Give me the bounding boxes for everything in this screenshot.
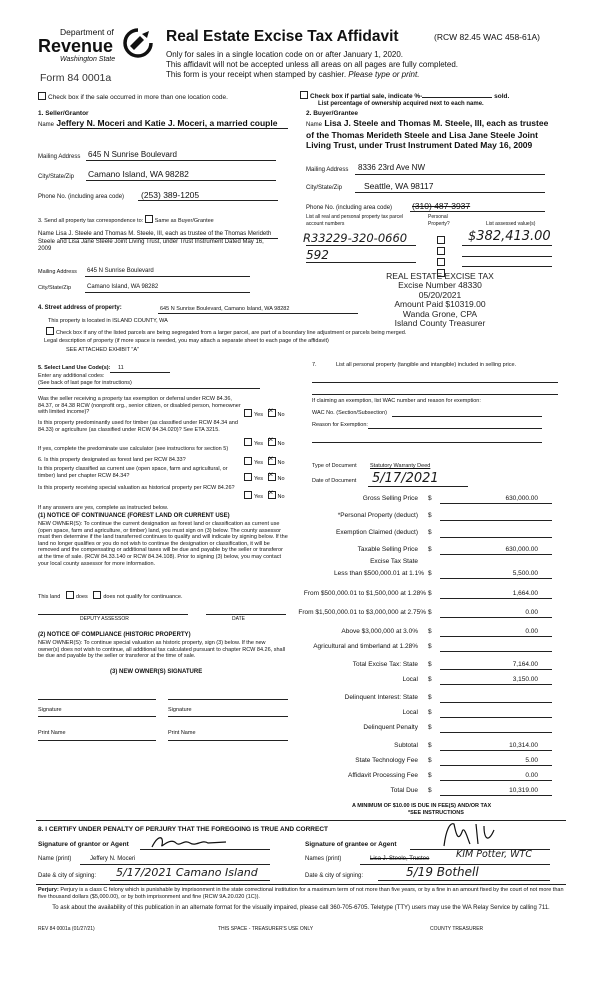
fin-label: Agricultural and timberland at 1.28% [313,643,418,650]
see-instructions: *SEE INSTRUCTIONS [408,810,464,816]
section6-q1: 6. Is this property designated as forest land per RCW 84.33? [38,457,186,463]
seller-mail: 645 N Sunrise Boulevard [88,150,177,159]
dollar-sign: $ [428,590,432,597]
seller-mail-label: Mailing Address [38,154,81,160]
fin-value: 5.00 [525,757,538,764]
grantor-name: Jeffery N. Moceri [90,856,136,862]
wac-no-label: WAC No. (Section/Subsection) [312,410,387,416]
doc-type: Statutory Warranty Deed [370,463,431,469]
section3-name-block [38,231,278,254]
no-label: No [277,494,285,500]
dollar-sign: $ [428,628,432,635]
dollar-sign: $ [428,757,432,764]
type-print-note: Please type or print. [348,70,420,79]
form-number: Form 84 0001a [40,72,112,84]
grantee-sig-label: Signature of grantee or Agent [305,841,397,848]
checkbox-icon[interactable] [38,92,46,100]
stamp-line-3: 05/20/2021 [418,289,462,300]
this-land-label: This land [38,594,61,600]
stamp-line-2: Excise Number 48330 [398,280,482,291]
section6-if-yes: If any answers are yes, complete as instructed below. [38,505,169,511]
fin-row-delinq-local [300,709,560,718]
buyer-city-label: City/State/Zip [306,185,343,191]
section4-segregated[interactable] [46,327,556,337]
notice2-title: (2) NOTICE OF COMPLIANCE (HISTORIC PROPERTY) [38,632,191,638]
treasurer-stamp [370,272,510,328]
buyer-name: Lisa J. Steele and Thomas M. Steele, III, each as trustee of the Thomas Merideth Steele and Lisa Jane Steele Joint Living Trust, under Trust Instrument Dated May 16, 2009 [306,118,549,150]
checked-box-icon[interactable] [268,438,276,446]
fin-row-tier1 [300,570,560,579]
assessor-date-label: DATE [232,616,245,622]
doc-date-label: Date of Document [312,478,357,484]
section6-q1-answer[interactable] [244,457,285,467]
dollar-sign: $ [428,609,432,616]
multi-location-check[interactable] [38,92,228,102]
section5-text: 5. Select Land Use Code(s): [38,365,111,371]
dor-logo [38,28,158,68]
fin-row-taxable [300,546,560,555]
dollar-sign: $ [428,787,432,794]
section6-q2-answer[interactable] [244,473,285,483]
fin-label: Subtotal [394,742,418,749]
partial-sale-label: Check box if partial sale, indicate %- [310,93,423,100]
stamp-line-6: Island County Treasurer [394,318,486,329]
checked-box-icon[interactable] [268,491,276,499]
section4-exhibit: SEE ATTACHED EXHIBIT "A" [66,347,139,353]
min-fee-note: A MINIMUM OF $10.00 IS DUE IN FEE(S) AND/OR TAX [352,803,492,809]
dollar-sign: $ [428,570,432,577]
fin-value: 0.00 [525,609,538,616]
parcel-personal-header: Personal Property? [428,214,450,227]
dollar-sign: $ [428,643,432,650]
alt-format-note: To ask about the availability of this publication in an alternate format for the visually impaired, please call 360-705-6705. Teletype (TTY) users may use the WA Relay Service by calling 711. [52,905,550,911]
yes-label: Yes [254,476,263,482]
checkbox-icon[interactable] [145,215,153,223]
grantor-signature [150,833,230,855]
notice1-body: NEW OWNER(S): To continue the current designation as forest land or classification as current use (open space, farm and agriculture, or timber) land, you must sign on (3) below. The county assessor must then determine if the land transferred continues to qualify and will indicate by signing below. If the land no longer qualifies or you do not wish to continue the designation or classification, it will be removed and the compensating or additional taxes will be due and payable by the seller or transferor at the time of sale. (RCW 84.33.140 or RCW 84.34.108). Prior to signing (3) below, you may contact your local county assessor for more information. [38,521,288,567]
checkbox-icon[interactable] [437,247,445,255]
perjury-body: Perjury is a class C felony which is punishable by imprisonment in the state correctional institution for a maximum term of not more than five years, or by a fine in an amount fixed by the court of not more than five thousand dollars ($5,000.00), or by both imprisonment and fine (RCW 9A.20.020 (1C)). [38,887,564,900]
yes-label: Yes [254,460,263,466]
fin-row-delinq-state [300,694,560,703]
checkbox-icon[interactable] [437,258,445,266]
checkbox-icon[interactable] [244,438,252,446]
checked-box-icon[interactable] [268,409,276,417]
dollar-sign: $ [428,742,432,749]
checkbox-icon[interactable] [437,236,445,244]
fin-value: 10,319.00 [509,787,538,794]
rcw-ref: (RCW 82.45 WAC 458-61A) [434,32,540,42]
fin-row-total-local [300,676,560,685]
fin-label: Gross Selling Price [362,495,418,502]
no-label: No [277,441,285,447]
fin-label: Local [402,709,418,716]
this-land-row [38,591,183,601]
doc-type-label: Type of Document [312,463,357,469]
fin-value: 7,164.00 [512,661,538,668]
dollar-sign: $ [428,495,432,502]
buyer-name-label: Name [306,122,323,128]
section5-add: Enter any additional codes: [38,373,105,379]
fin-label: State Technology Fee [355,757,418,764]
same-as-buyer: Same as Buyer/Grantee [154,218,214,224]
dollar-sign: $ [428,724,432,731]
section6-q2: Is this property classified as current use (open space, farm and agricultural, or timber) land per chapter RCW 84.34? [38,466,228,479]
fin-row-total-state [300,661,560,670]
receipt-note: This form is your receipt when stamped by cashier. [166,70,349,79]
dollar-sign: $ [428,546,432,553]
fin-label: Exemption Claimed (deduct) [335,529,418,536]
partial-sale-check[interactable] [300,91,509,101]
notice3-title: (3) NEW OWNER(S) SIGNATURE [110,669,203,675]
fin-row-tier3 [300,609,560,618]
header-note-3 [166,70,419,80]
header-note-1: Only for sales in a single location code on or after January 1, 2020. [166,50,404,59]
grantee-name-struck: Lisa J. Steele, Trustee [370,856,430,862]
notice2-body: NEW OWNER(S): To continue special valuation as historic property, sign (3) below. If the new owner(s) does not wish to continue, all additional tax calculated pursuant to chapter RCW 84.26, shall be due and payable by the seller or transferor at the time of sale. [38,640,286,660]
section5-see: (See back of last page for instructions) [38,380,132,386]
parcel-account-2: 592 [306,248,329,262]
new-owner-sig-1: Signature [38,707,62,713]
perjury-label: Perjury: [38,887,59,893]
fin-label: *Personal Property (deduct) [337,512,418,519]
fin-value: 3,150.00 [512,676,538,683]
fin-row-tech-fee [300,757,560,766]
seller-heading: 1. Seller/Grantor [38,110,89,117]
buyer-phone: (310) 487-3937 [412,201,471,211]
checkbox-icon[interactable] [300,91,308,99]
fin-value: 5,500.00 [512,570,538,577]
grantor-date-label: Date & city of signing: [38,873,97,879]
checkbox-icon[interactable] [46,327,54,335]
section3-label [38,215,214,225]
buyer-mail-label: Mailing Address [306,167,349,173]
rev-number: REV 84 0001a (01/27/21) [38,926,95,932]
fin-row-tier4 [300,628,560,637]
buyer-heading: 2. Buyer/Grantee [306,110,359,117]
seller-phone-label: Phone No. (including area code) [38,194,125,200]
no-label: No [277,412,285,418]
seller-city: Camano Island, WA 98282 [88,169,189,179]
new-owner-print-2: Print Name [168,730,196,736]
section7-label: 7. [312,362,317,368]
section3-text: 3. Send all property tax correspondence to: [38,218,144,224]
grantor-sig-label: Signature of grantor or Agent [38,841,129,848]
fin-row-proc-fee [300,772,560,781]
section4-address: 645 N Sunrise Boulevard, Camano Island, WA 98282 [160,306,290,312]
checked-box-icon[interactable] [268,457,276,465]
fin-label: Delinquent Interest: State [344,694,418,701]
section3-name: Lisa J. Steele and Thomas M. Steele, III, each as trustee of the Thomas Merideth Steele and Lisa Jane Steele Joint Living Trust, under Trust Instrument Dated May 16, 2009 [38,231,272,253]
fin-label: Local [402,676,418,683]
yes-label: Yes [254,412,263,418]
new-owner-print-1: Print Name [38,730,66,736]
fin-value: 1,664.00 [512,590,538,597]
yes-label: Yes [254,441,263,447]
parcel-account: R33229-320-0660 [303,231,408,245]
grantee-signature-icon [440,820,500,848]
fin-row-total-due [300,787,560,796]
fin-label: Less than $500,000.01 at 1.1% [334,570,424,577]
fin-row-personal [300,512,560,521]
buyer-phone-label: Phone No. (including area code) [306,205,393,211]
washington-state: Washington State [60,56,116,63]
fin-label: Affidavit Processing Fee [348,772,418,779]
seller-phone: (253) 389-1205 [141,190,200,200]
fin-value: 0.00 [525,628,538,635]
fin-value: 630,000.00 [505,495,538,502]
fin-row-agri [300,643,560,652]
fin-label: Delinquent Penalty [363,724,418,731]
parcel-assessed: $382,413.00 [468,229,551,244]
section4-legal: Legal description of property (if more space is needed, you may attach a separate sheet to each page of the affidavit) [44,338,329,344]
stamp-line-4: Amount Paid $10319.00 [394,299,486,310]
partial-sale-sub: List percentage of ownership acquired next to each name. [318,101,484,107]
fin-row-penalty [300,724,560,733]
dept-of: Department of [60,27,114,37]
grantor-date: 5/17/2021 Camano Island [116,866,258,879]
wac-claim: If claiming an exemption, list WAC number and reason for exemption: [312,398,481,404]
fin-row-subtotal [300,742,560,751]
section5-q1: Was the seller receiving a property tax exemption or deferral under RCW 84.36, 84.37, or 84.38 RCW (nonprofit org., senior citizen, or disabled person, homeowner with limited income)? [38,396,241,416]
stamp-line-5: Wanda Grone, CPA [402,308,478,319]
no-label: No [277,476,285,482]
grantee-date: 5/19 Bothell [406,865,479,879]
buyer-city: Seattle, WA 98117 [364,181,434,191]
fin-row-excise-state [300,558,560,567]
does-label: does [75,594,88,600]
checkbox-icon[interactable] [93,591,101,599]
section4-label: 4. Street address of property: [38,305,122,311]
checkbox-icon[interactable] [244,473,252,481]
section5-label [38,365,124,372]
fin-value: 0.00 [525,772,538,779]
section6-q3-answer[interactable] [244,491,285,501]
header-note-2: This affidavit will not be accepted unless all areas on all pages are fully completed. [166,60,459,69]
section4-county: This property is located in ISLAND COUNTY, WA [48,318,168,324]
fin-row-exemption [300,529,560,538]
dollar-sign: $ [428,772,432,779]
fin-label: Total Excise Tax: State [352,661,418,668]
dollar-sign: $ [428,661,432,668]
dollar-sign: $ [428,694,432,701]
fin-label: Above $3,000,000 at 3.0% [341,628,418,635]
buyer-name-block [306,118,558,150]
does-not-label: does not qualify for continuance. [103,594,183,600]
grantee-date-label: Date & city of signing: [305,873,364,879]
checked-box-icon[interactable] [268,473,276,481]
dollar-sign: $ [428,512,432,519]
checkbox-icon[interactable] [244,409,252,417]
seller-city-label: City/State/Zip [38,174,75,180]
section5-q2: Is this property predominantly used for timber (as classified under RCW 84.34 and 84.33) or agriculture (as classified under RCW 84.34.020)? See ETA 3215. [38,420,238,433]
seller-name-label: Name [38,122,55,128]
stamp-line-1: REAL ESTATE EXCISE TAX [386,271,494,281]
section5-q2b: If yes, complete the predominate use calculator (see instructions for section 5) [38,446,229,452]
checkbox-icon[interactable] [66,591,74,599]
new-owner-sig-2: Signature [168,707,192,713]
checkbox-icon[interactable] [244,491,252,499]
fin-label: Excise Tax State [370,558,418,565]
revenue-word: Revenue [38,36,114,56]
buyer-mail: 8336 23rd Ave NW [358,163,426,172]
land-use-code: 11 [117,365,124,371]
fin-value: 630,000.00 [505,546,538,553]
dollar-sign: $ [428,676,432,683]
certify-heading: 8. I CERTIFY UNDER PENALTY OF PERJURY THAT THE FOREGOING IS TRUE AND CORRECT [38,826,328,833]
checkbox-icon[interactable] [244,457,252,465]
section3-city: Camano Island, WA 98282 [87,284,159,290]
parcel-assessed-header: List assessed value(s) [486,221,536,227]
fin-label: Total Due [390,787,418,794]
section3-mail: 645 N Sunrise Boulevard [87,268,154,274]
section3-city-label: City/State/Zip [38,285,72,291]
county-treasurer: COUNTY TREASURER [430,926,484,932]
page-title: Real Estate Excise Tax Affidavit [166,28,399,45]
section7-text: List all personal property (tangible and intangible) included in selling price. [336,362,517,368]
reason-label: Reason for Exemption: [312,422,368,428]
treasurer-use-only: THIS SPACE - TREASURER'S USE ONLY [218,926,314,932]
multi-location-label: Check box if the sale occurred in more than one location code. [48,94,228,101]
no-label: No [277,460,285,466]
fin-label: From $1,500,000.01 to $3,000,000 at 2.75% [298,609,426,616]
fin-label: From $500,000.01 to $1,500,000 at 1.28% [303,590,426,597]
section3-mail-label: Mailing Address [38,269,77,275]
sold-label: sold. [494,93,510,100]
yes-label: Yes [254,494,263,500]
fin-value: 10,314.00 [509,742,538,749]
section3-name-label: Name [38,231,55,237]
perjury-text [38,887,564,901]
doc-date: 5/17/2021 [372,471,439,486]
parcel-list-header: List all real and personal property tax parcel account numbers [306,214,403,227]
dor-logo-icon [122,28,154,58]
notice1-title: (1) NOTICE OF CONTINUANCE (FOREST LAND OR CURRENT USE) [38,513,230,519]
segregated-label: Check box if any of the listed parcels are being segregated from a larger parcel, are part of a boundary line adjustment or parcels being merged. [56,330,407,336]
grantor-name-label: Name (print) [38,856,72,862]
grantee-name-hw: KIM Potter, WTC [456,849,532,860]
dollar-sign: $ [428,529,432,536]
fin-label: Taxable Selling Price [357,546,418,553]
fin-row-tier2 [300,590,560,599]
section5-q1-answer[interactable] [244,409,285,419]
deputy-assessor-label: DEPUTY ASSESSOR [80,616,129,622]
seller-name: Jeffery N. Moceri and Katie J. Moceri, a married couple [56,118,278,128]
section6-q3: Is this property receiving special valuation as historical property per RCW 84.26? [38,485,235,491]
fin-row-gross [300,495,560,504]
dollar-sign: $ [428,709,432,716]
grantee-names-label: Names (print) [305,856,342,862]
